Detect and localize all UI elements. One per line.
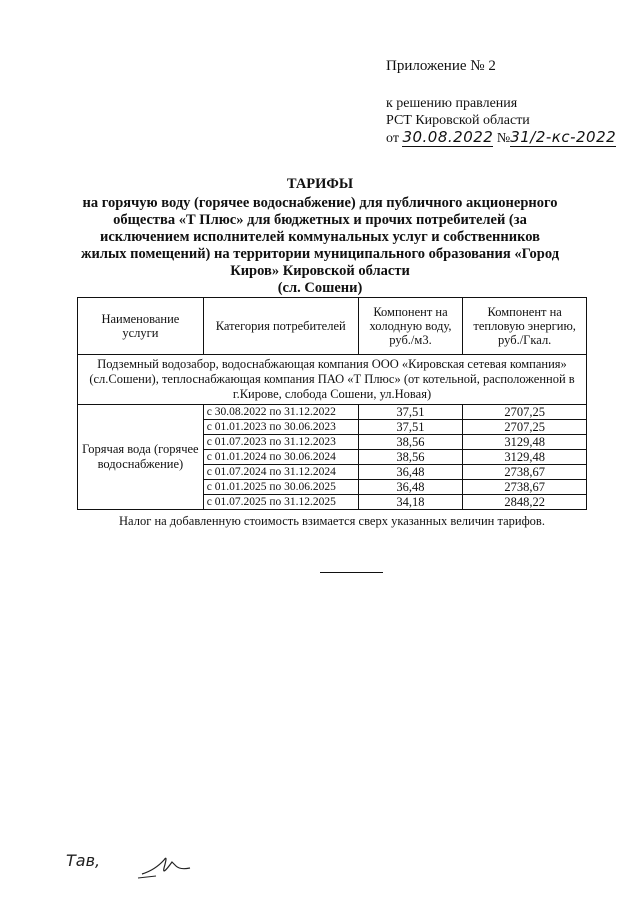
header-cold-component: Компонент на холодную воду, руб./м3. bbox=[358, 298, 463, 355]
signature-drawing bbox=[60, 840, 220, 890]
heat-value: 3129,48 bbox=[463, 435, 587, 450]
handwritten-number: 31/2-кс-2022 bbox=[510, 128, 617, 146]
heat-value: 2707,25 bbox=[463, 420, 587, 435]
cold-value: 37,51 bbox=[358, 405, 463, 420]
heading-line-2: общества «Т Плюс» для бюджетных и прочих потребителей (за bbox=[113, 212, 527, 228]
signature-stroke bbox=[138, 876, 156, 878]
supplier-row bbox=[78, 355, 587, 405]
service-name: Горячая вода (горячее водоснабжение) bbox=[78, 405, 204, 510]
tariff-table bbox=[77, 297, 587, 510]
authority-line: РСТ Кировской области bbox=[386, 113, 530, 128]
heat-value: 2738,67 bbox=[463, 465, 587, 480]
cold-value: 38,56 bbox=[358, 450, 463, 465]
heat-value: 2738,67 bbox=[463, 480, 587, 495]
cold-value: 37,51 bbox=[358, 420, 463, 435]
cold-value: 34,18 bbox=[358, 495, 463, 510]
end-rule bbox=[320, 572, 383, 573]
heading-line-3: исключением исполнителей коммунальных услуг и собственников bbox=[100, 229, 540, 245]
heat-value: 3129,48 bbox=[463, 450, 587, 465]
header-heat-component: Компонент на тепловую энергию, руб./Гкал. bbox=[463, 298, 587, 355]
heat-value: 2848,22 bbox=[463, 495, 587, 510]
heat-value: 2707,25 bbox=[463, 405, 587, 420]
cold-value: 38,56 bbox=[358, 435, 463, 450]
decision-line: к решению правления bbox=[386, 96, 518, 111]
period-cell: с 30.08.2022 по 31.12.2022 bbox=[203, 405, 358, 420]
period-cell: с 01.01.2024 по 30.06.2024 bbox=[203, 450, 358, 465]
period-cell: с 01.01.2025 по 30.06.2025 bbox=[203, 480, 358, 495]
from-prefix: от bbox=[386, 131, 399, 146]
date-number-line bbox=[386, 129, 616, 147]
table-row bbox=[78, 405, 587, 420]
table-header-row bbox=[78, 298, 587, 355]
cold-value: 36,48 bbox=[358, 480, 463, 495]
vat-note: Налог на добавленную стоимость взимается сверх указанных величин тарифов. bbox=[119, 514, 545, 528]
handwritten-date: 30.08.2022 bbox=[402, 128, 494, 146]
cold-value: 36,48 bbox=[358, 465, 463, 480]
heading-line-6: (сл. Сошени) bbox=[277, 280, 363, 296]
number-prefix: № bbox=[496, 131, 511, 146]
period-cell: с 01.07.2024 по 31.12.2024 bbox=[203, 465, 358, 480]
document-title: ТАРИФЫ bbox=[286, 176, 354, 192]
signature-block bbox=[60, 840, 220, 890]
header-category: Категория потребителей bbox=[203, 298, 358, 355]
appendix-title: Приложение № 2 bbox=[386, 58, 496, 74]
heading-line-1: на горячую воду (горячее водоснабжение) для публичного акционерного bbox=[82, 195, 558, 211]
heading-line-4: жилых помещений) на территории муниципального образования «Город bbox=[80, 246, 560, 262]
supplier-description: Подземный водозабор, водоснабжающая компания ООО «Кировская сетевая компания» (сл.Сошени), теплоснабжающая компания ПАО «Т Плюс» (от котельной, расположенной в г.Кирове, слобода Сошени, ул.Новая) bbox=[78, 355, 587, 405]
period-cell: с 01.07.2023 по 31.12.2023 bbox=[203, 435, 358, 450]
period-cell: с 01.01.2023 по 30.06.2023 bbox=[203, 420, 358, 435]
signature-initials: Тав, bbox=[66, 851, 101, 870]
signature-scribble bbox=[142, 858, 190, 874]
period-cell: с 01.07.2025 по 31.12.2025 bbox=[203, 495, 358, 510]
header-service: Наименование услуги bbox=[78, 298, 204, 355]
heading-line-5: Киров» Кировской области bbox=[230, 263, 410, 279]
